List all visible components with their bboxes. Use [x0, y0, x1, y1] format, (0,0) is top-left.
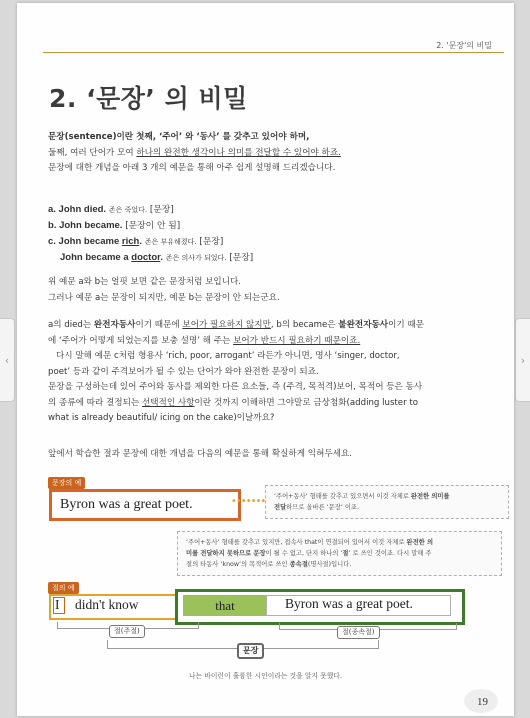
- example-a: a. John died. 존은 죽었다. [문장]: [48, 204, 174, 215]
- example-c1: c. John became rich. 존은 부유해졌다. [문장]: [48, 236, 224, 247]
- header-rule: [43, 52, 504, 53]
- para3-line: 다시 말해 예문 c처럼 형용사 ‘rich, poor, arrogant’ 라든가 아니면, 명사 ‘singer, doctor,: [56, 351, 400, 361]
- para3-line: poet’ 등과 같이 주격보어가 될 수 있는 단어가 와야 완전한 문장이 되죠.: [48, 366, 319, 377]
- sentence-example-tag: 문장의 예: [48, 477, 85, 489]
- chevron-left-icon: ‹: [4, 353, 10, 367]
- main-clause-subject: I: [55, 597, 60, 612]
- previous-page-button[interactable]: [0, 318, 15, 402]
- para3-line: a의 died는 완전자동사이기 때문에 보어가 필요하지 않지만, b의 became은 불완전자동사이기 때문: [48, 320, 425, 330]
- sentence-note-line: ‘주어+동사’ 형태를 갖추고 있으면서 이것 자체로 완전한 의미를: [274, 493, 450, 500]
- sentence-note: [265, 485, 509, 519]
- diagram-caption: 나는 바이런이 훌륭한 시인이라는 것을 알지 못했다.: [188, 672, 342, 680]
- book-page: [17, 3, 514, 716]
- para2-line: 위 예문 a와 b는 얼핏 보면 같은 문장처럼 보입니다.: [48, 277, 242, 287]
- conjunction-that: that: [183, 595, 267, 616]
- para3-line: what is already beautiful/ icing on the cake)이날까요?: [48, 413, 275, 423]
- intro-line: 문장에 대한 개념을 아래 3 개의 예문을 통해 아주 쉽게 설명해 드리겠습니다.: [48, 163, 336, 173]
- intro-line: 문장(sentence)이란 첫째, ‘주어’ 와 ‘동사’ 를 갖추고 있어야 하며,: [48, 132, 310, 142]
- para3-line: 에 ‘주어가 어떻게 되었는지를 보충 설명’ 해 주는 보어가 반드시 필요하기 때문이죠.: [48, 335, 361, 346]
- sentence-example-box: [49, 489, 241, 521]
- para2-line: 그러나 예문 a는 문장이 되지만, 예문 b는 문장이 안 되는군요.: [48, 292, 280, 303]
- page-number: 19: [477, 696, 488, 708]
- sentence-label: 문장: [237, 643, 264, 659]
- clause-note: [177, 531, 502, 576]
- clause-note-line: ‘주어+동사’ 형태를 갖추고 있지만, 접속사 that이 연결되어 있어서 이것 자체로 완전한 의: [186, 539, 434, 546]
- examples-block: [48, 202, 253, 266]
- page-title: 2. ‘문장’ 의 비밀: [49, 84, 248, 113]
- clause-example-tag: 절의 예: [48, 582, 79, 594]
- paragraph-3: [48, 318, 492, 427]
- chevron-right-icon: ›: [520, 353, 526, 367]
- subordinate-clause-text: Byron was a great poet.: [285, 596, 413, 611]
- example-c2: John became a doctor. 존은 의사가 되었다. [문장]: [60, 252, 254, 263]
- subordinate-clause-label: 절(종속절): [337, 626, 380, 639]
- para3-line: 문장을 구성하는데 있어 주어와 동사를 제외한 다른 요소들, 즉 (주격, 목적격)보어, 목적어 등은 동사: [48, 382, 423, 392]
- clause-note-line: 절의 타동사 ‘know’의 목적어로 쓰인 종속절(명사절)입니다.: [186, 561, 352, 568]
- running-head: 2. '문장'의 비밀: [436, 41, 492, 50]
- sentence-note-line: 전달하므로 올바른 ‘문장’ 이죠.: [274, 504, 360, 511]
- intro-paragraph: [48, 130, 492, 177]
- intro-line: 둘째, 여러 단어가 모여 하나의 완전한 생각이나 의미를 전달할 수 있어야 하죠.: [48, 147, 341, 158]
- next-page-button[interactable]: [515, 318, 530, 402]
- paragraph-2: [48, 275, 492, 306]
- example-b: b. John became. [문장이 안 됨]: [48, 220, 181, 231]
- sentence-example-text: Byron was a great poet.: [60, 497, 193, 512]
- para3-line: 의 종류에 따라 결정되는 선택적인 사항이란 것까지 이해하면 그야말로 금상첨화(adding luster to: [48, 397, 418, 408]
- main-clause-label: 절(주절): [109, 625, 145, 638]
- main-clause-text: didn't know: [75, 597, 139, 612]
- clause-note-line: 미를 전달하지 못하므로 문장이 될 수 없고, 단지 하나의 ‘절’ 로 쓰인 것이죠. 다시 말해 주: [186, 550, 432, 557]
- paragraph-4: 앞에서 학습한 절과 문장에 대한 개념을 다음의 예문을 통해 확실하게 익혀두세요.: [48, 449, 353, 459]
- connector-dots: •••••••: [231, 496, 266, 507]
